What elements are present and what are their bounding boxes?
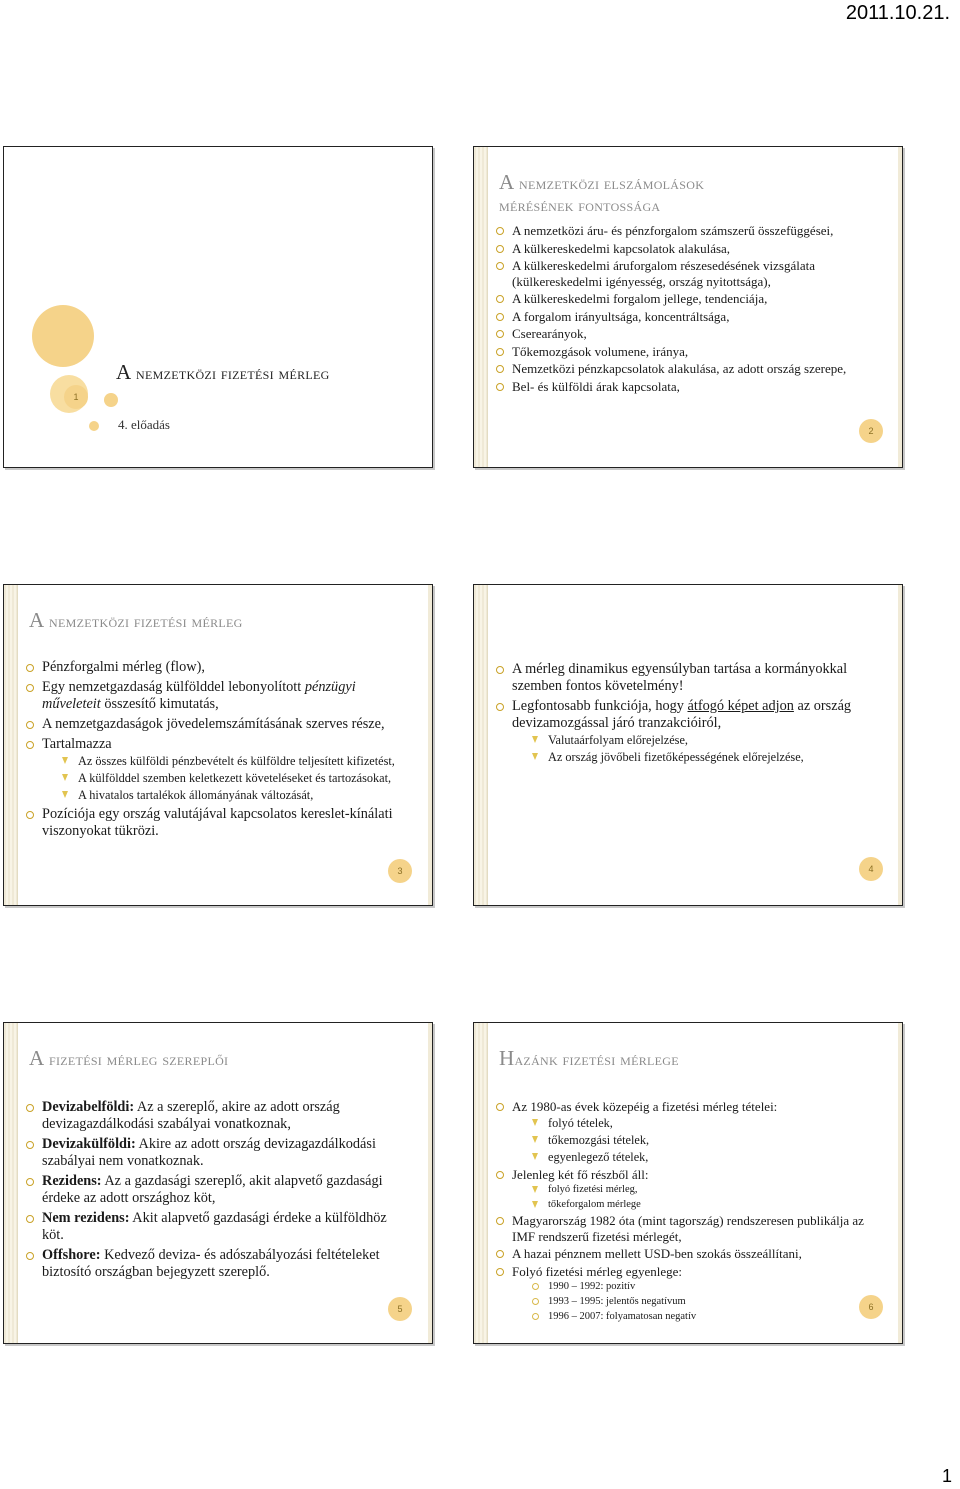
slide-2 — [473, 146, 903, 468]
list-item: A forgalom irányultsága, koncentráltsága, — [494, 309, 878, 325]
bullet-list — [24, 659, 408, 840]
slide-title: A fizetési mérleg szereplői — [29, 1046, 229, 1070]
sub-list-item: 1993 – 1995: jelentős negatívum — [512, 1295, 878, 1308]
slide-3 — [3, 584, 433, 906]
list-item: Devizakülföldi: Akire az adott ország devizagazdálkodási szabályai nem vonatkoznak. — [24, 1136, 408, 1170]
decorative-circle-icon — [89, 421, 99, 431]
list-item: A hazai pénznem mellett USD-ben szokás összeállítani, — [494, 1246, 878, 1262]
slide-content — [494, 1099, 878, 1325]
slide-title: A nemzetközi fizetési mérleg — [29, 608, 243, 632]
slide-title: A nemzetközi fizetési mérleg — [116, 360, 330, 384]
slide-content — [494, 223, 878, 396]
list-item: Nemzetközi pénzkapcsolatok alakulása, az adott ország szerepe, — [494, 361, 878, 377]
sub-list — [42, 754, 408, 803]
list-item: A nemzetközi áru- és pénzforgalom számszerű összefüggései, — [494, 223, 878, 239]
slide-number: 4 — [859, 857, 883, 881]
slide-decoration-stripe — [474, 147, 488, 467]
slide-decoration-stripe — [428, 585, 432, 905]
sub-list-item: folyó tételek, — [512, 1116, 878, 1131]
sub-list-item: folyó fizetési mérleg, — [512, 1183, 878, 1196]
list-item: Magyarország 1982 óta (mint tagország) rendszeresen publikálja az IMF rendszerű fizetési mérlegét, — [494, 1213, 878, 1244]
slide-decoration-stripe — [898, 1023, 902, 1343]
list-item: Az 1980-as évek közepéig a fizetési mérleg tételei: folyó tételek, tőkemozgási tételek, egyenlegező tételek, — [494, 1099, 878, 1165]
sub-list-item: tőkemozgási tételek, — [512, 1133, 878, 1148]
header-date: 2011.10.21. — [845, 2, 950, 24]
list-item: Legfontosabb funkciója, hogy átfogó képet adjon az ország devizamozgással járó tranzakcióiról, Valutaárfolyam előrejelzése, Az ország jövőbeli fizetőképességének előrejelzése, — [494, 698, 878, 765]
list-item: A nemzetgazdaságok jövedelemszámításának szerves része, — [24, 716, 408, 733]
sub-list — [512, 1280, 878, 1323]
list-item: A külkereskedelmi forgalom jellege, tendenciája, — [494, 291, 878, 307]
sub-list-item: Az ország jövőbeli fizetőképességének előrejelzése, — [512, 750, 878, 765]
slide-decoration-stripe — [428, 1023, 432, 1343]
slide-number: 1 — [64, 385, 88, 409]
slide-decoration-stripe — [474, 585, 488, 905]
list-item: Cserearányok, — [494, 326, 878, 342]
decorative-circle-icon — [104, 393, 118, 407]
slide-title: A nemzetközi elszámolások mérésének fontossága — [499, 170, 705, 215]
decorative-circle-icon — [32, 305, 94, 367]
sub-list — [512, 1183, 878, 1211]
bullet-list — [24, 1099, 408, 1281]
slide-content — [494, 661, 878, 768]
list-item: Nem rezidens: Akit alapvető gazdasági érdeke a külföldhöz köt. — [24, 1210, 408, 1244]
slide-decoration-stripe — [898, 585, 902, 905]
slide-1 — [3, 146, 433, 468]
list-item: A külkereskedelmi kapcsolatok alakulása, — [494, 241, 878, 257]
slide-content — [24, 1099, 408, 1284]
slide-number: 2 — [859, 419, 883, 443]
list-item: Tartalmazza Az összes külföldi pénzbevételt és külföldre teljesített kifizetést, A külfölddel szemben keletkezett követeléseket és tartozásokat, A hivatalos tartalékok állományának változását, — [24, 736, 408, 803]
slide-decoration-stripe — [474, 1023, 488, 1343]
slide-6 — [473, 1022, 903, 1344]
bullet-list — [494, 661, 878, 765]
sub-list-item: tőkeforgalom mérlege — [512, 1198, 878, 1211]
list-item: A külkereskedelmi áruforgalom részesedésének vizsgálata (külkereskedelmi igényesség, ország nyitottsága), — [494, 258, 878, 289]
bullet-list — [494, 223, 878, 394]
sub-list-item: 1996 – 2007: folyamatosan negatív — [512, 1310, 878, 1323]
sub-list-item: Valutaárfolyam előrejelzése, — [512, 733, 878, 748]
slide-number: 6 — [859, 1295, 883, 1319]
list-item: Devizabelföldi: Az a szereplő, akire az adott ország devizagazdálkodási szabályai vonatkoznak, — [24, 1099, 408, 1133]
sub-list-item: 1990 – 1992: pozitív — [512, 1280, 878, 1293]
slide-decoration-stripe — [4, 1023, 18, 1343]
sub-list-item: egyenlegező tételek, — [512, 1150, 878, 1165]
list-item: Tőkemozgások volumene, iránya, — [494, 344, 878, 360]
list-item: Egy nemzetgazdaság külfölddel lebonyolított pénzügyi műveleteit összesítő kimutatás, — [24, 679, 408, 713]
slide-number: 5 — [388, 1297, 412, 1321]
sub-list — [512, 1116, 878, 1165]
list-item: Bel- és külföldi árak kapcsolata, — [494, 379, 878, 395]
list-item: Rezidens: Az a gazdasági szereplő, akit alapvető gazdasági érdeke az adott országhoz köt, — [24, 1173, 408, 1207]
list-item: Folyó fizetési mérleg egyenlege: 1990 – 1992: pozitív 1993 – 1995: jelentős negatívum 1996 – 2007: folyamatosan negatív — [494, 1264, 878, 1324]
sub-list-item: A külfölddel szemben keletkezett követeléseket és tartozásokat, — [42, 771, 408, 786]
list-item: Offshore: Kedvező deviza- és adószabályozási feltételeket biztosító országban bejegyzett szereplő. — [24, 1247, 408, 1281]
sub-list-item: Az összes külföldi pénzbevételt és külföldre teljesített kifizetést, — [42, 754, 408, 769]
slide-4 — [473, 584, 903, 906]
list-item: Pénzforgalmi mérleg (flow), — [24, 659, 408, 676]
list-item: Pozíciója egy ország valutájával kapcsolatos kereslet-kínálati viszonyokat tükrözi. — [24, 806, 408, 840]
slide-5 — [3, 1022, 433, 1344]
slide-subtitle: 4. előadás — [118, 417, 170, 432]
sub-list — [512, 733, 878, 765]
slide-content — [24, 659, 408, 843]
bullet-list — [494, 1099, 878, 1323]
slide-number: 3 — [388, 859, 412, 883]
list-item: Jelenleg két fő részből áll: folyó fizetési mérleg, tőkeforgalom mérlege — [494, 1167, 878, 1212]
sub-list-item: A hivatalos tartalékok állományának változását, — [42, 788, 408, 803]
slide-decoration-stripe — [4, 585, 18, 905]
slide-decoration-stripe — [898, 147, 902, 467]
footer-page-number: 1 — [941, 1466, 952, 1486]
list-item: A mérleg dinamikus egyensúlyban tartása a kormányokkal szemben fontos követelmény! — [494, 661, 878, 695]
slide-title: Hazánk fizetési mérlege — [499, 1046, 679, 1070]
